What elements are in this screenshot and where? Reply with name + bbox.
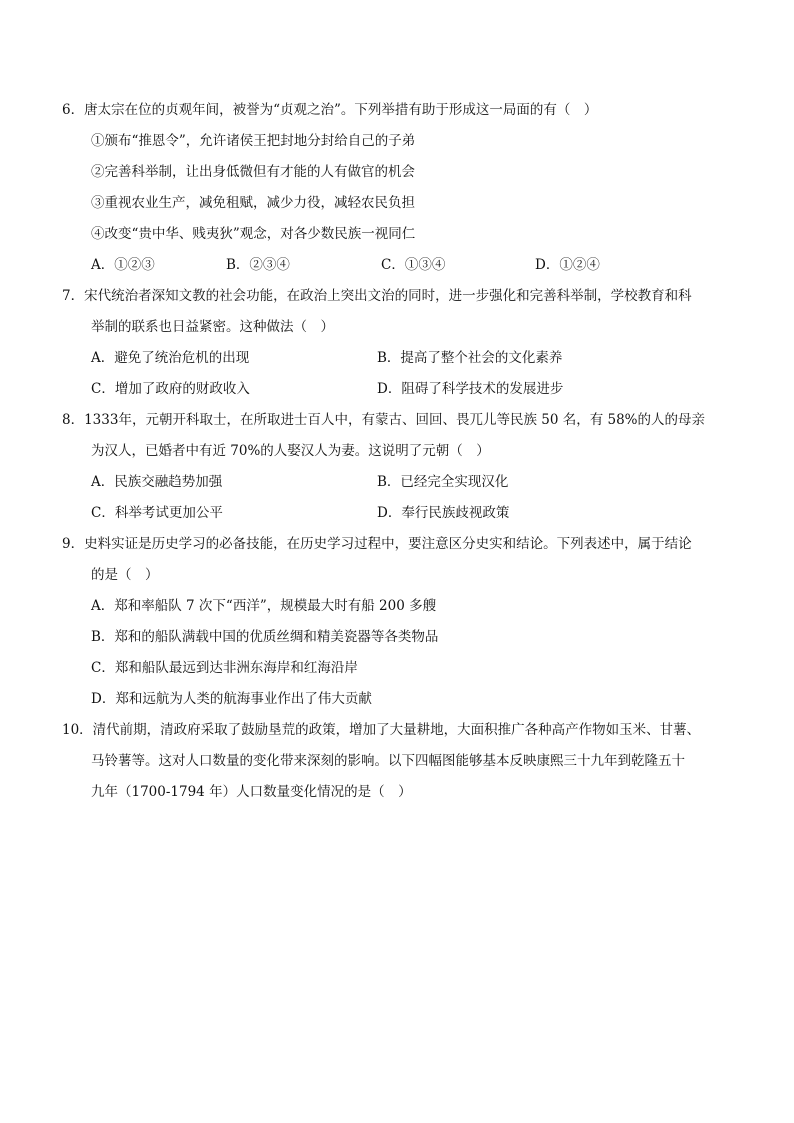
question-8-option-b[interactable]: B．已经完全实现汉化: [377, 474, 509, 490]
question-8-option-c[interactable]: C．科举考试更加公平: [91, 505, 223, 521]
question-9-option-b[interactable]: B．郑和的船队满载中国的优质丝绸和精美瓷器等各类物品: [91, 629, 439, 645]
question-9-option-a[interactable]: A．郑和率船队 7 次下“西洋”，规模最大时有船 200 多艘: [91, 598, 437, 614]
question-7-stem-line-2: 举制的联系也日益紧密。这种做法（ ）: [91, 319, 334, 335]
question-8-option-a[interactable]: A．民族交融趋势加强: [91, 474, 223, 490]
question-10-stem-line-2: 马铃薯等。这对人口数量的变化带来深刻的影响。以下四幅图能够基本反映康熙三十九年到乾隆五十: [91, 753, 685, 769]
question-9-stem-line-1: 9．史料实证是历史学习的必备技能，在历史学习过程中，要注意区分史实和结论。下列表述中，属于结论: [62, 536, 692, 552]
question-8-stem-line-1: 8．1333年，元朝开科取士，在所取进士百人中，有蒙古、回回、畏兀儿等民族 50 名，有 58%的人的母亲: [62, 412, 706, 428]
question-9-stem-line-2: 的是（ ）: [91, 567, 159, 583]
question-6-option-a[interactable]: A．①②③: [91, 257, 155, 273]
question-6-option-d[interactable]: D．①②④: [535, 257, 600, 273]
question-6-item-3: ③重视农业生产，减免租赋，减少力役，减轻农民负担: [91, 195, 415, 211]
question-6-option-b[interactable]: B．②③④: [226, 257, 290, 273]
question-6-options: [0, 255, 794, 275]
question-6-item-2: ②完善科举制，让出身低微但有才能的人有做官的机会: [91, 164, 415, 180]
question-8-stem-line-2: 为汉人，已婚者中有近 70%的人娶汉人为妻。这说明了元朝（ ）: [91, 443, 490, 459]
question-8-option-d[interactable]: D．奉行民族歧视政策: [377, 505, 510, 521]
question-10-stem-line-3: 九年（1700-1794 年）人口数量变化情况的是（ ）: [91, 784, 412, 800]
question-10-stem-line-1: 10．清代前期，清政府采取了鼓励垦荒的政策，增加了大量耕地，大面积推广各种高产作物如玉米、甘薯、: [62, 722, 701, 738]
question-6-stem: 6．唐太宗在位的贞观年间，被誉为“贞观之治”。下列举措有助于形成这一局面的有（ ）: [62, 102, 598, 118]
question-7-option-a[interactable]: A．避免了统治危机的出现: [91, 350, 250, 366]
question-6-option-c[interactable]: C．①③④: [381, 257, 446, 273]
question-6-item-1: ①颁布“推恩令”，允许诸侯王把封地分封给自己的子弟: [91, 133, 416, 149]
question-9-option-c[interactable]: C．郑和船队最远到达非洲东海岸和红海沿岸: [91, 660, 358, 676]
question-7-stem-line-1: 7．宋代统治者深知文教的社会功能，在政治上突出文治的同时，进一步强化和完善科举制，学校教育和科: [62, 288, 692, 304]
question-7-option-c[interactable]: C．增加了政府的财政收入: [91, 381, 250, 397]
question-7-option-b[interactable]: B．提高了整个社会的文化素养: [377, 350, 563, 366]
question-9-option-d[interactable]: D．郑和远航为人类的航海事业作出了伟大贡献: [91, 691, 372, 707]
question-6-item-4: ④改变“贵中华、贱夷狄”观念，对各少数民族一视同仁: [91, 226, 416, 242]
question-7-option-d[interactable]: D．阻碍了科学技术的发展进步: [377, 381, 564, 397]
